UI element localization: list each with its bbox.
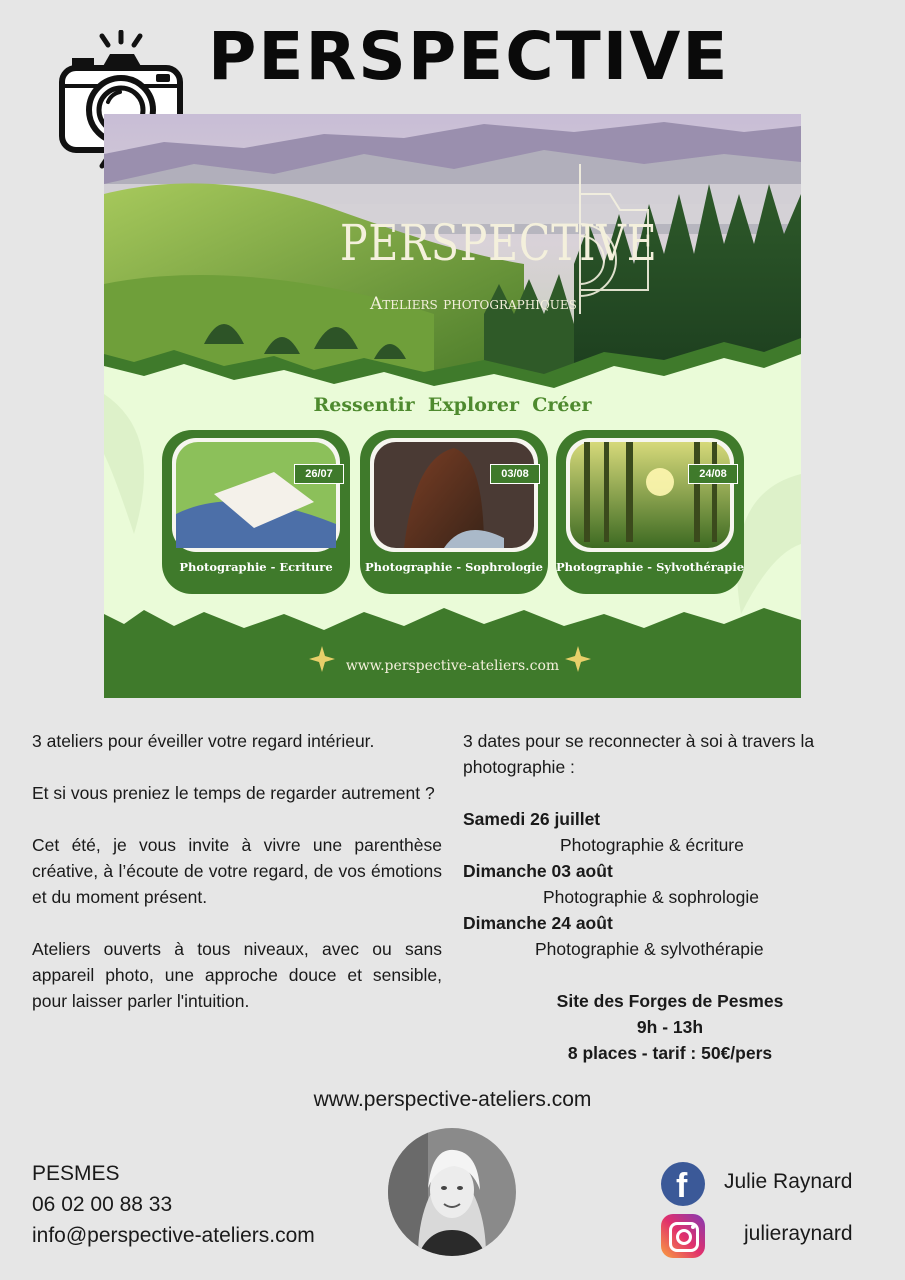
date-2: Dimanche 03 août	[463, 861, 613, 881]
date-1: Samedi 26 juillet	[463, 809, 601, 829]
paragraph-question: Et si vous preniez le temps de regarder autrement ?	[32, 783, 435, 803]
facebook-icon[interactable]: f	[661, 1162, 705, 1206]
date-3: Dimanche 24 août	[463, 913, 613, 933]
email-link[interactable]: info@perspective-ateliers.com	[32, 1224, 315, 1247]
banner-website: www.perspective-ateliers.com	[345, 658, 560, 674]
avatar	[388, 1128, 516, 1256]
banner-image	[104, 114, 801, 698]
footer-website-link[interactable]: www.perspective-ateliers.com	[313, 1088, 592, 1111]
workshop-date-1: 26/07	[294, 464, 344, 484]
paragraph-invite: Cet été, je vous invite à vivre une parenthèse créative, à l’écoute de votre regard, de vos émotions et du moment présent.	[32, 835, 442, 907]
workshop-date-2: 03/08	[490, 464, 540, 484]
price: 8 places - tarif : 50€/pers	[567, 1043, 773, 1063]
theme-1: Photographie & écriture	[560, 835, 744, 855]
banner-brand: PERSPECTIVE	[340, 214, 658, 272]
theme-3: Photographie & sylvothérapie	[535, 939, 764, 959]
workshop-label-3: Photographie - Sylvothérapie	[556, 560, 745, 574]
schedule-column	[463, 728, 883, 1066]
description-column	[32, 728, 442, 1040]
schedule-intro: 3 dates pour se reconnecter à soi à travers la photographie :	[463, 731, 815, 777]
paragraph-intro: 3 ateliers pour éveiller votre regard intérieur.	[32, 731, 375, 751]
location: Site des Forges de Pesmes	[556, 991, 784, 1011]
facebook-name[interactable]: Julie Raynard	[724, 1170, 853, 1193]
instagram-icon[interactable]	[661, 1214, 705, 1258]
workshop-date-3: 24/08	[688, 464, 738, 484]
theme-2: Photographie & sophrologie	[543, 887, 759, 907]
instagram-handle[interactable]: julieraynard	[744, 1222, 853, 1245]
page-title: PERSPECTIVE	[208, 18, 730, 95]
phone-link[interactable]: 06 02 00 88 33	[32, 1193, 173, 1216]
city: PESMES	[32, 1162, 120, 1185]
paragraph-levels: Ateliers ouverts à tous niveaux, avec ou sans appareil photo, une approche douce et sensible, pour laisser parler l'intuition.	[32, 939, 442, 1011]
banner-subtitle: Ateliers photographiques	[370, 294, 577, 314]
contact-block	[32, 1158, 315, 1251]
banner-tagline: Ressentir Explorer Créer	[313, 394, 592, 416]
workshop-label-2: Photographie - Sophrologie	[365, 560, 543, 574]
hours: 9h - 13h	[636, 1017, 704, 1037]
workshop-label-1: Photographie - Ecriture	[179, 560, 333, 574]
